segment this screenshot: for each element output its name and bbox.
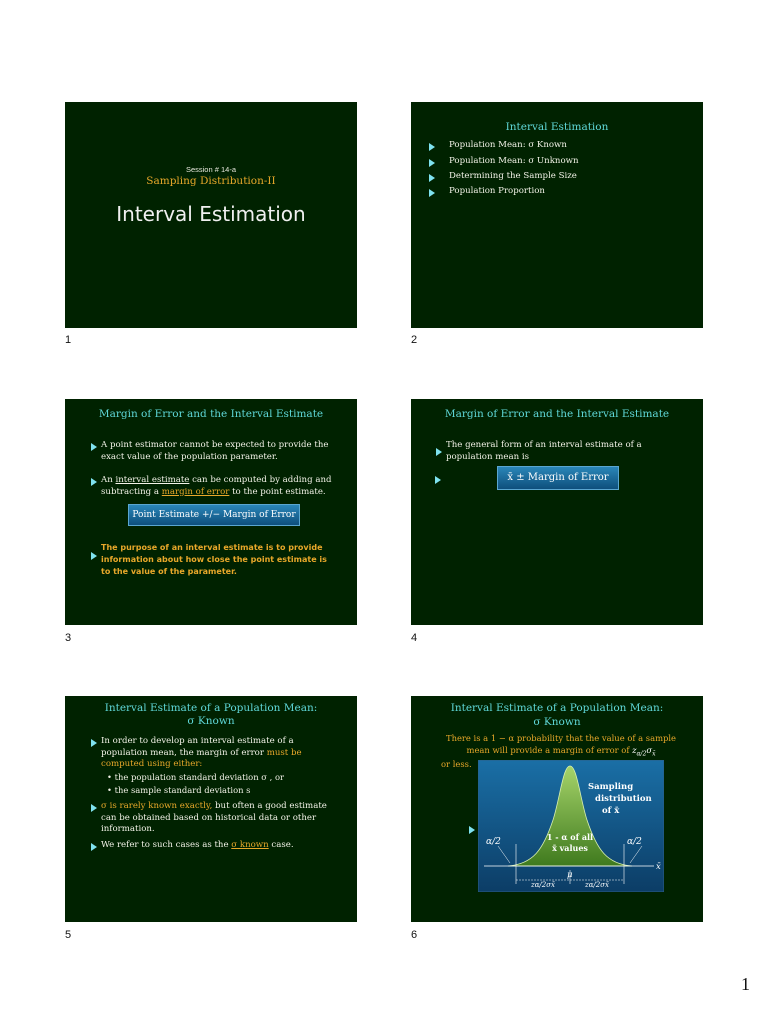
list-item: Population Proportion (449, 186, 703, 198)
formula-box: x̄ ± Margin of Error (497, 466, 619, 490)
slide-title-line2: σ Known (187, 715, 235, 727)
slide-2 (411, 102, 703, 328)
slide-title: Interval Estimate of a Population Mean: (450, 702, 664, 714)
list-item: σ is rarely known exactly, but often a good estimate can be obtained based on historical data or other information. (101, 801, 333, 836)
slide-text: There is a 1 − α probability that the value of a sample mean will provide a margin of error of $z_{\alpha/2}\sigma_{x̄}$ (445, 733, 677, 758)
slide-number: 2 (411, 334, 418, 346)
slide-1 (65, 102, 357, 328)
label-distribution: distribution (595, 794, 652, 804)
bullet-icon (469, 826, 475, 834)
slide-title: Interval Estimation (505, 121, 609, 133)
list-item: The purpose of an interval estimate is to provide information about how close the point estimate is to the value of the parameter. (101, 542, 333, 578)
slide-number: 5 (65, 929, 72, 941)
x-axis-label: x̄ (656, 862, 661, 872)
slide-number: 4 (411, 632, 418, 644)
slide-6 (411, 696, 703, 922)
mu-label: μ (567, 870, 573, 880)
slide-title-line2: σ Known (533, 716, 581, 728)
center-label-1: 1 - α of all (546, 832, 594, 842)
alpha-left-label: α/2 (486, 837, 501, 847)
list-item: We refer to such cases as the σ known case. (101, 840, 333, 852)
list-item: A point estimator cannot be expected to provide the exact value of the population parameter. (101, 440, 333, 463)
sub-item: • the population standard deviation σ , or (107, 772, 285, 782)
list-item: The general form of an interval estimate of a population mean is (446, 440, 666, 463)
slide-5 (65, 696, 357, 922)
slide-title: Margin of Error and the Interval Estimate (444, 408, 670, 420)
slide-subtitle: Sampling Distribution-II (146, 175, 276, 187)
center-label-2: x̄ values (552, 843, 588, 853)
session-label: Session # 14-a (185, 165, 237, 174)
slide-4 (411, 399, 703, 625)
slide-title: Interval Estimate of a Population Mean: (104, 702, 318, 714)
sampling-distribution-figure (478, 760, 664, 892)
slide-title: Interval Estimation (116, 202, 306, 226)
slide-number: 3 (65, 632, 72, 644)
list-item: Population Mean: σ Known (449, 140, 703, 152)
list-item: An interval estimate can be computed by adding and subtracting a margin of error to the point estimate. (101, 475, 333, 498)
left-interval-label: zα/2σx̄ (531, 881, 555, 889)
label-sampling: Sampling (588, 782, 634, 792)
list-item: Determining the Sample Size (449, 171, 703, 183)
slide-number: 6 (411, 929, 418, 941)
list-item: In order to develop an interval estimate of a population mean, the margin of error must be computed using either: (101, 736, 333, 771)
list-item: Population Mean: σ Unknown (449, 156, 703, 168)
slide-number: 1 (65, 334, 72, 346)
right-interval-label: zα/2σx̄ (585, 881, 609, 889)
bullet-icon (435, 476, 441, 484)
slide-title: Margin of Error and the Interval Estimate (98, 408, 324, 420)
page-number: 1 (741, 974, 750, 994)
label-of-xbar: of x̄ (602, 806, 620, 816)
sub-item: • the sample standard deviation s (107, 785, 251, 795)
slide-3 (65, 399, 357, 625)
formula-box: Point Estimate +/− Margin of Error (128, 504, 300, 526)
alpha-right-label: α/2 (627, 837, 642, 847)
slide-text-end: or less. (441, 759, 472, 769)
